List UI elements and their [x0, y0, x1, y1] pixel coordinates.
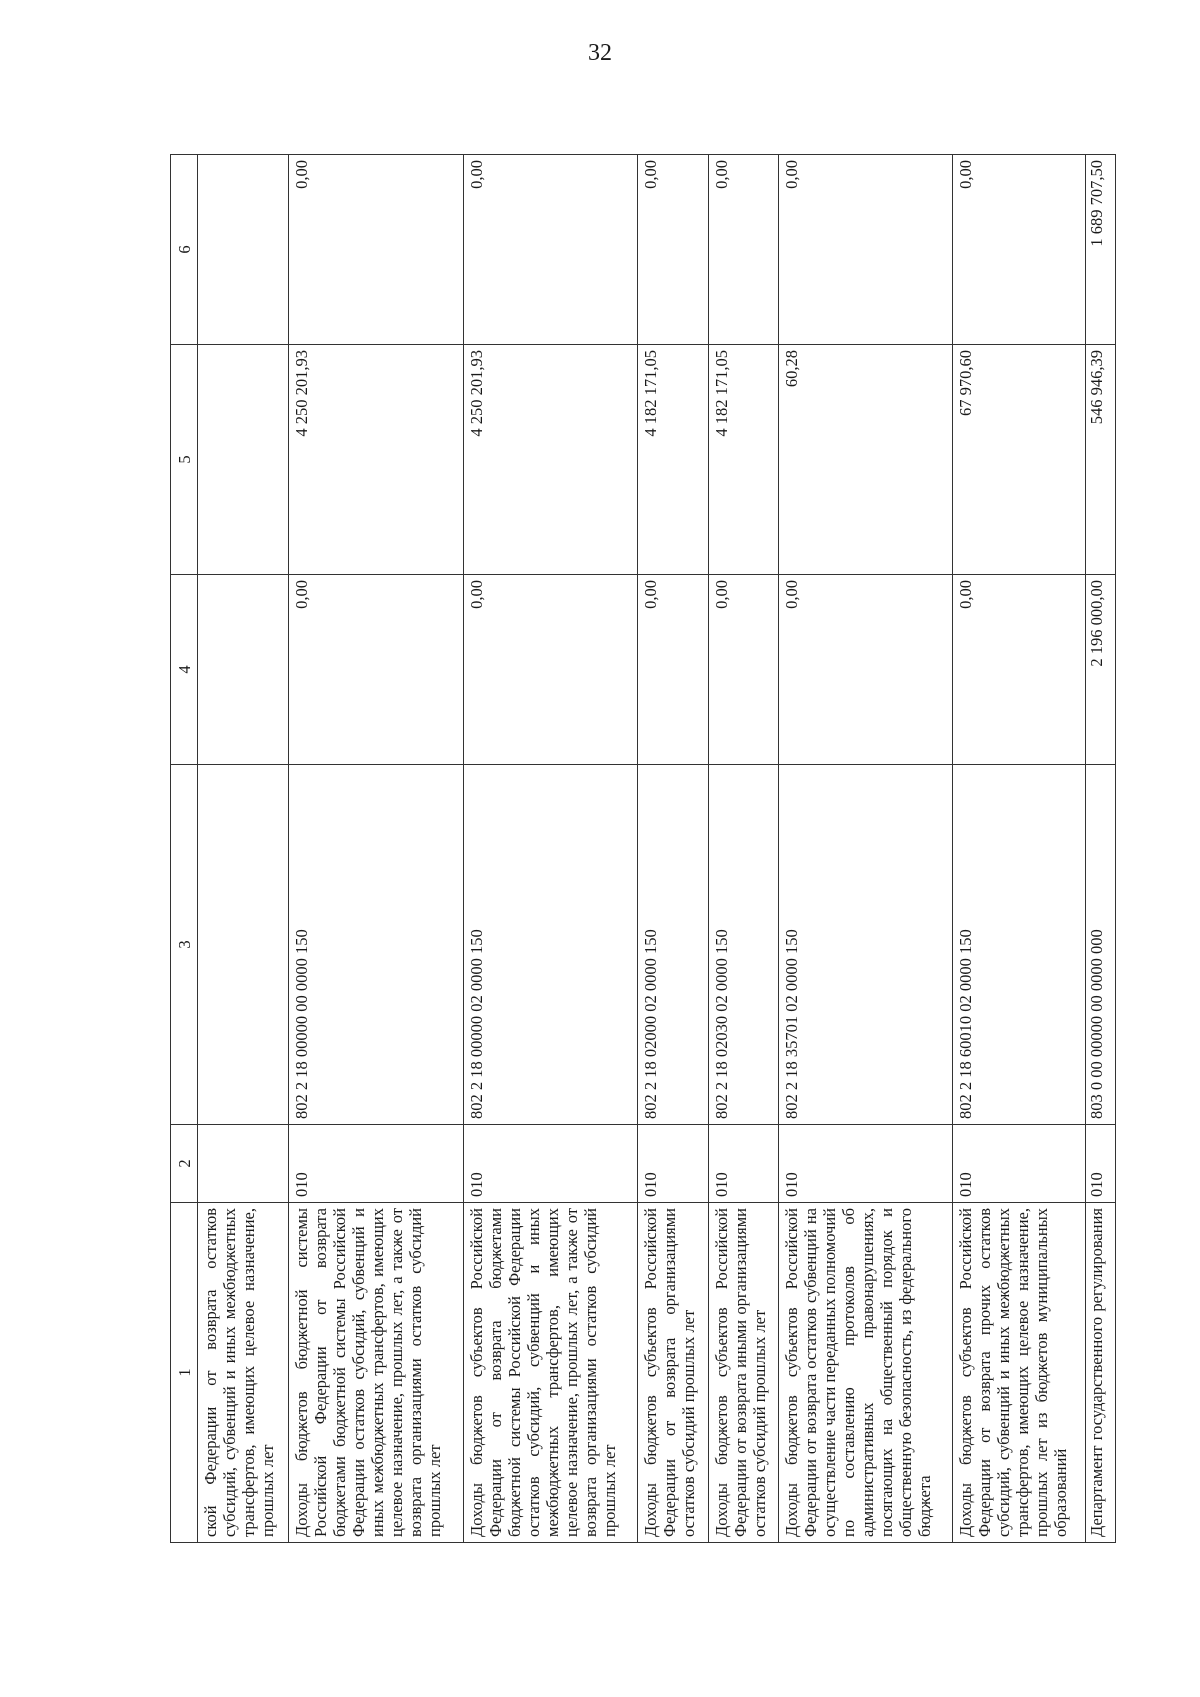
- row-value-col6: 0,00: [638, 155, 708, 345]
- row-budget-code: 802 2 18 60010 02 0000 150: [953, 765, 1086, 1125]
- row-description: Доходы бюджетов субъектов Российской Федерации от возврата иными организациями остатков субсидий прошлых лет: [708, 1203, 778, 1543]
- row-description: Доходы бюджетов субъектов Российской Федерации от возврата бюджетами бюджетной системы Российской Федерации остатков субсидий, субвенций и иных межбюджетных трансфертов, имеющих целевое назначение, прошлых лет, а также от возврата организациями остатков субсидий прошлых лет: [463, 1203, 638, 1543]
- row-value-col4: 0,00: [953, 575, 1086, 765]
- row-value-col5: 60,28: [778, 345, 953, 575]
- row-line-code: 010: [289, 1125, 464, 1203]
- row-value-col5: 67 970,60: [953, 345, 1086, 575]
- row-line-code: 010: [638, 1125, 708, 1203]
- row-value-col5: [198, 345, 289, 575]
- row-value-col4: 0,00: [708, 575, 778, 765]
- row-line-code: 010: [953, 1125, 1086, 1203]
- row-budget-code: 802 2 18 35701 02 0000 150: [778, 765, 953, 1125]
- table-row: [463, 155, 638, 1543]
- row-line-code: 010: [463, 1125, 638, 1203]
- row-description: Доходы бюджетов субъектов Российской Федерации от возврата организациями остатков субсидий прошлых лет: [638, 1203, 708, 1543]
- budget-table: [170, 154, 1116, 1543]
- header-cell: 6: [171, 155, 198, 345]
- header-cell: 2: [171, 1125, 198, 1203]
- row-line-code: 010: [1086, 1125, 1116, 1203]
- row-budget-code: 802 2 18 02030 02 0000 150: [708, 765, 778, 1125]
- header-cell: 5: [171, 345, 198, 575]
- row-value-col4: 2 196 000,00: [1086, 575, 1116, 765]
- row-line-code: [198, 1125, 289, 1203]
- row-value-col6: 0,00: [778, 155, 953, 345]
- header-cell: 1: [171, 1203, 198, 1543]
- row-budget-code: 802 2 18 00000 02 0000 150: [463, 765, 638, 1125]
- row-description: Доходы бюджетов субъектов Российской Федерации от возврата остатков субвенций на осуществление части переданных полномочий по составлению протоколов об административных правонарушениях, посягающих на общественный порядок и общественную безопасность, из федерального бюджета: [778, 1203, 953, 1543]
- header-cell: 4: [171, 575, 198, 765]
- row-value-col4: 0,00: [778, 575, 953, 765]
- row-value-col5: 4 182 171,05: [708, 345, 778, 575]
- page-number: 32: [588, 40, 612, 66]
- row-budget-code: [198, 765, 289, 1125]
- header-row: [171, 155, 198, 1543]
- row-value-col4: 0,00: [289, 575, 464, 765]
- row-value-col5: 4 182 171,05: [638, 345, 708, 575]
- header-cell: 3: [171, 765, 198, 1125]
- table-row: [778, 155, 953, 1543]
- table-row: [198, 155, 289, 1543]
- row-description: ской Федерации от возврата остатков субсидий, субвенций и иных межбюджетных трансфертов, имеющих целевое назначение, прошлых лет: [198, 1203, 289, 1543]
- row-line-code: 010: [708, 1125, 778, 1203]
- row-value-col5: 546 946,39: [1086, 345, 1116, 575]
- row-value-col4: [198, 575, 289, 765]
- row-value-col6: 0,00: [708, 155, 778, 345]
- table-row: [289, 155, 464, 1543]
- row-value-col6: 0,00: [953, 155, 1086, 345]
- table-row: [638, 155, 708, 1543]
- row-value-col5: 4 250 201,93: [463, 345, 638, 575]
- row-value-col6: 1 689 707,50: [1086, 155, 1116, 345]
- row-value-col6: 0,00: [289, 155, 464, 345]
- row-value-col6: [198, 155, 289, 345]
- table-row: [953, 155, 1086, 1543]
- table-row: [708, 155, 778, 1543]
- row-description: Доходы бюджетов бюджетной системы Российской Федерации от возврата бюджетами бюджетной системы Российской Федерации остатков субсидий, субвенций и иных межбюджетных трансфертов, имеющих целевое назначение, прошлых лет, а также от возврата организациями остатков субсидий прошлых лет: [289, 1203, 464, 1543]
- row-budget-code: 803 0 00 00000 00 0000 000: [1086, 765, 1116, 1125]
- row-value-col4: 0,00: [463, 575, 638, 765]
- row-description: Доходы бюджетов субъектов Российской Федерации от возврата прочих остатков субсидий, субвенций и иных межбюджетных трансфертов, имеющих целевое назначение, прошлых лет из бюджетов муниципальных образований: [953, 1203, 1086, 1543]
- row-value-col4: 0,00: [638, 575, 708, 765]
- table-row: [1086, 155, 1116, 1543]
- rotated-table-container: [170, 155, 1116, 1543]
- row-value-col5: 4 250 201,93: [289, 345, 464, 575]
- row-budget-code: 802 2 18 02000 02 0000 150: [638, 765, 708, 1125]
- row-description: Департамент государственного регулирования: [1086, 1203, 1116, 1543]
- row-line-code: 010: [778, 1125, 953, 1203]
- row-budget-code: 802 2 18 00000 00 0000 150: [289, 765, 464, 1125]
- row-value-col6: 0,00: [463, 155, 638, 345]
